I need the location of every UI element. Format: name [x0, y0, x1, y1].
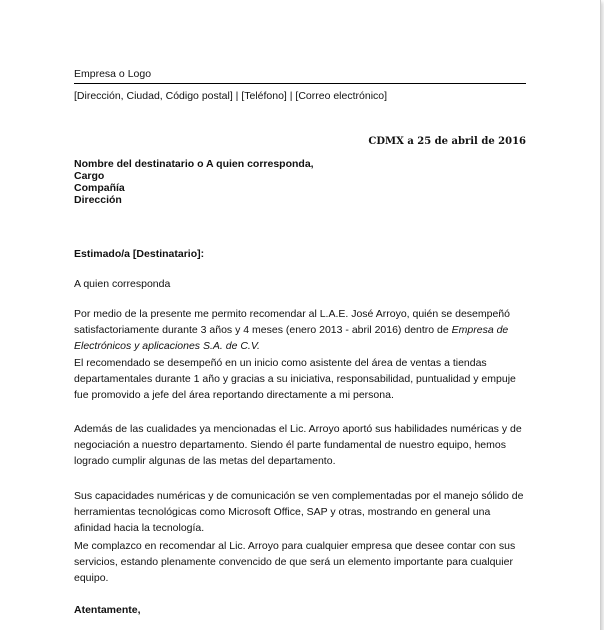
body-paragraph-4: Sus capacidades numéricas y de comunicación se ven complementadas por el manejo sólido de herramientas tecnológicas como Microsoft Office, SAP y otras, mostrando en general una afinidad hacia la tecnología.	[74, 490, 524, 534]
closing: Atentamente,	[74, 604, 141, 616]
recipient-address: Dirección	[74, 194, 122, 206]
greeting: Estimado/a [Destinatario]:	[74, 248, 205, 260]
body-paragraph-1	[74, 306, 526, 354]
body-paragraph-1-text: Por medio de la presente me permito recomendar al L.A.E. José Arroyo, quién se desempeñó satisfactoriamente durante 3 años y 4 meses (enero 2013 - abril 2016) dentro de	[74, 308, 510, 336]
recipient-position: Cargo	[74, 170, 105, 182]
body-paragraph-5: Me complazco en recomendar al Lic. Arroyo para cualquier empresa que desee contar con sus servicios, estando plenamente convencido de que será un elemento importante para cualquier equipo.	[74, 540, 516, 584]
letter-date: CDMX a 25 de abril de 2016	[368, 136, 526, 147]
body-paragraph-2: El recomendado se desempeñó en un inicio como asistente del área de ventas a tiendas departamentales durante 1 año y gracias a su iniciativa, responsabilidad, puntualidad y empuje fue promovido a jefe del área reportando directamente a mi persona.	[74, 357, 516, 401]
body-paragraph-1-company: Empresa de Electrónicos y aplicaciones S.A. de C.V.	[74, 324, 509, 352]
company-logo-placeholder: Empresa o Logo	[74, 66, 526, 84]
recipient-block	[74, 158, 526, 206]
body-paragraph-3: Además de las cualidades ya mencionadas el Lic. Arroyo aportó sus habilidades numéricas y de negociación a nuestro departamento. Siendo él parte fundamental de nuestro equipo, hemos logrado cumplir algunas de las metas del departamento.	[74, 423, 522, 467]
recipient-company: Compañía	[74, 182, 125, 194]
salutation: A quien corresponda	[74, 278, 171, 290]
recipient-name: Nombre del destinatario o A quien corresponda,	[74, 158, 314, 170]
contact-line: [Dirección, Ciudad, Código postal] | [Teléfono] | [Correo electrónico]	[74, 90, 388, 102]
